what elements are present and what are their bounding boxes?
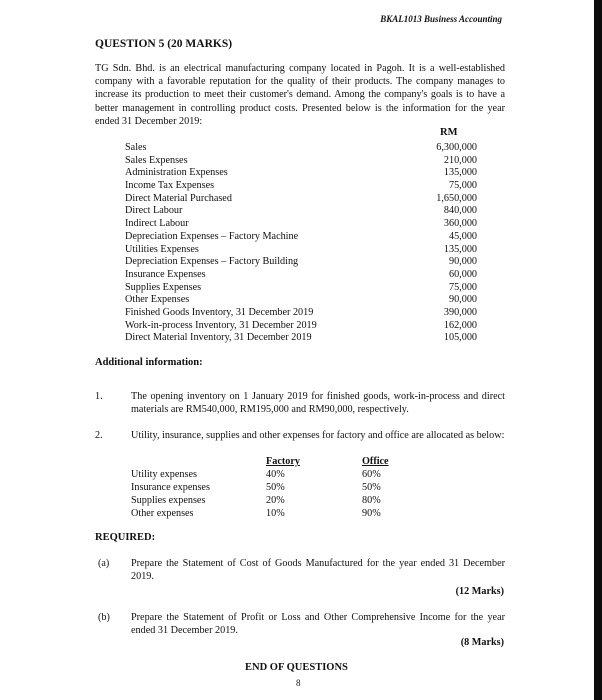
financial-item-label: Administration Expenses <box>125 167 228 179</box>
allocation-expense-label: Supplies expenses <box>131 495 206 506</box>
financial-item-row <box>125 180 477 193</box>
question-title: QUESTION 5 (20 MARKS) <box>95 38 233 50</box>
allocation-factory-pct: 20% <box>266 495 285 506</box>
additional-item-text: The opening inventory on 1 January 2019 for finished goods, work-in-process and direct materials are RM540,000, RM195,000 and RM90,000, respectively. <box>131 391 505 415</box>
allocation-factory-pct: 10% <box>266 508 285 519</box>
financial-item-amount: 840,000 <box>443 205 477 217</box>
required-marks: (8 Marks) <box>460 637 504 648</box>
financial-item-amount: 360,000 <box>443 218 477 230</box>
page-edge-shadow <box>594 0 602 700</box>
financial-item-amount: 210,000 <box>443 154 477 166</box>
financial-item-row <box>125 244 477 257</box>
allocation-office-pct: 80% <box>362 495 381 506</box>
intro-paragraph: TG Sdn. Bhd. is an electrical manufacturing company located in Pagoh. It is a well-established company with a favorable reputation for the quality of their products. The company manages to increase its production to meet their customer's demand. Among the company's goals is to have a better management in controlling product costs. Presented below is the information for the year ended 31 December 2019: <box>95 63 505 127</box>
financial-item-label: Sales Expenses <box>125 154 188 166</box>
allocation-expense-label: Insurance expenses <box>131 482 210 493</box>
financial-item-row <box>125 256 477 269</box>
financial-item-row <box>125 155 477 168</box>
financial-item-label: Income Tax Expenses <box>125 180 215 192</box>
required-label: (a) <box>98 558 110 569</box>
financial-item-label: Direct Material Purchased <box>125 192 232 204</box>
financial-item-amount: 90,000 <box>448 294 477 306</box>
financial-item-label: Indirect Labour <box>125 218 189 230</box>
required-label: (b) <box>98 612 110 623</box>
financial-item-label: Utilities Expenses <box>125 243 199 255</box>
allocation-table <box>131 455 402 520</box>
financial-item-amount: 162,000 <box>443 319 477 331</box>
factory-column-header: Factory <box>266 456 300 467</box>
additional-item-number: 2. <box>95 430 103 441</box>
financial-item-row <box>125 193 477 206</box>
financial-item-amount: 75,000 <box>448 281 477 293</box>
financial-item-row <box>125 218 477 231</box>
financial-item-row <box>125 307 477 320</box>
allocation-office-pct: 90% <box>362 508 381 519</box>
financial-item-amount: 105,000 <box>443 332 477 344</box>
financial-item-row <box>125 294 477 307</box>
allocation-office-pct: 60% <box>362 469 381 480</box>
allocation-office-pct: 50% <box>362 482 381 493</box>
required-text: Prepare the Statement of Profit or Loss and Other Comprehensive Income for the year ended 31 December 2019. <box>131 612 505 636</box>
financial-item-row <box>125 167 477 180</box>
financial-item-label: Insurance Expenses <box>125 268 206 280</box>
additional-item-number: 1. <box>95 391 103 402</box>
allocation-expense-label: Other expenses <box>131 508 194 519</box>
allocation-factory-pct: 40% <box>266 469 285 480</box>
financial-item-amount: 45,000 <box>448 230 477 242</box>
financial-item-label: Finished Goods Inventory, 31 December 2019 <box>125 306 314 318</box>
course-header: BKAL1013 Business Accounting <box>380 14 502 24</box>
financial-item-amount: 75,000 <box>448 180 477 192</box>
financial-item-amount: 60,000 <box>448 268 477 280</box>
additional-item-text: Utility, insurance, supplies and other expenses for factory and office are allocated as below: <box>131 430 505 441</box>
financial-items-list <box>125 142 477 345</box>
allocation-header-row <box>131 455 402 468</box>
financial-item-row <box>125 332 477 345</box>
allocation-row <box>131 468 402 481</box>
required-marks: (12 Marks) <box>455 586 504 597</box>
financial-item-row <box>125 142 477 155</box>
currency-header: RM <box>440 127 458 138</box>
financial-item-label: Depreciation Expenses – Factory Machine <box>125 230 299 242</box>
financial-item-amount: 6,300,000 <box>436 142 477 153</box>
financial-item-row <box>125 282 477 295</box>
additional-info-title: Additional information: <box>95 357 203 368</box>
financial-item-amount: 90,000 <box>448 256 477 268</box>
allocation-row <box>131 494 402 507</box>
financial-item-row <box>125 231 477 244</box>
financial-item-row <box>125 320 477 333</box>
allocation-factory-pct: 50% <box>266 482 285 493</box>
required-text: Prepare the Statement of Cost of Goods Manufactured for the year ended 31 December 2019. <box>131 558 505 582</box>
office-column-header: Office <box>362 456 389 467</box>
financial-item-label: Depreciation Expenses – Factory Building <box>125 256 299 268</box>
financial-item-label: Supplies Expenses <box>125 281 202 293</box>
allocation-row <box>131 481 402 494</box>
page-number: 8 <box>296 678 301 688</box>
financial-item-label: Direct Labour <box>125 205 183 217</box>
financial-item-label: Direct Material Inventory, 31 December 2019 <box>125 332 312 344</box>
financial-item-amount: 135,000 <box>443 243 477 255</box>
financial-item-row <box>125 205 477 218</box>
financial-item-label: Other Expenses <box>125 294 190 306</box>
financial-item-amount: 135,000 <box>443 167 477 179</box>
allocation-row <box>131 507 402 520</box>
allocation-expense-label: Utility expenses <box>131 469 197 480</box>
financial-item-label: Work-in-process Inventory, 31 December 2019 <box>125 319 317 331</box>
financial-item-row <box>125 269 477 282</box>
financial-item-amount: 1,650,000 <box>436 192 477 204</box>
end-of-questions: END OF QUESTIONS <box>245 662 348 673</box>
required-title: REQUIRED: <box>95 532 156 543</box>
financial-item-label: Sales <box>125 142 147 153</box>
financial-item-amount: 390,000 <box>443 306 477 318</box>
